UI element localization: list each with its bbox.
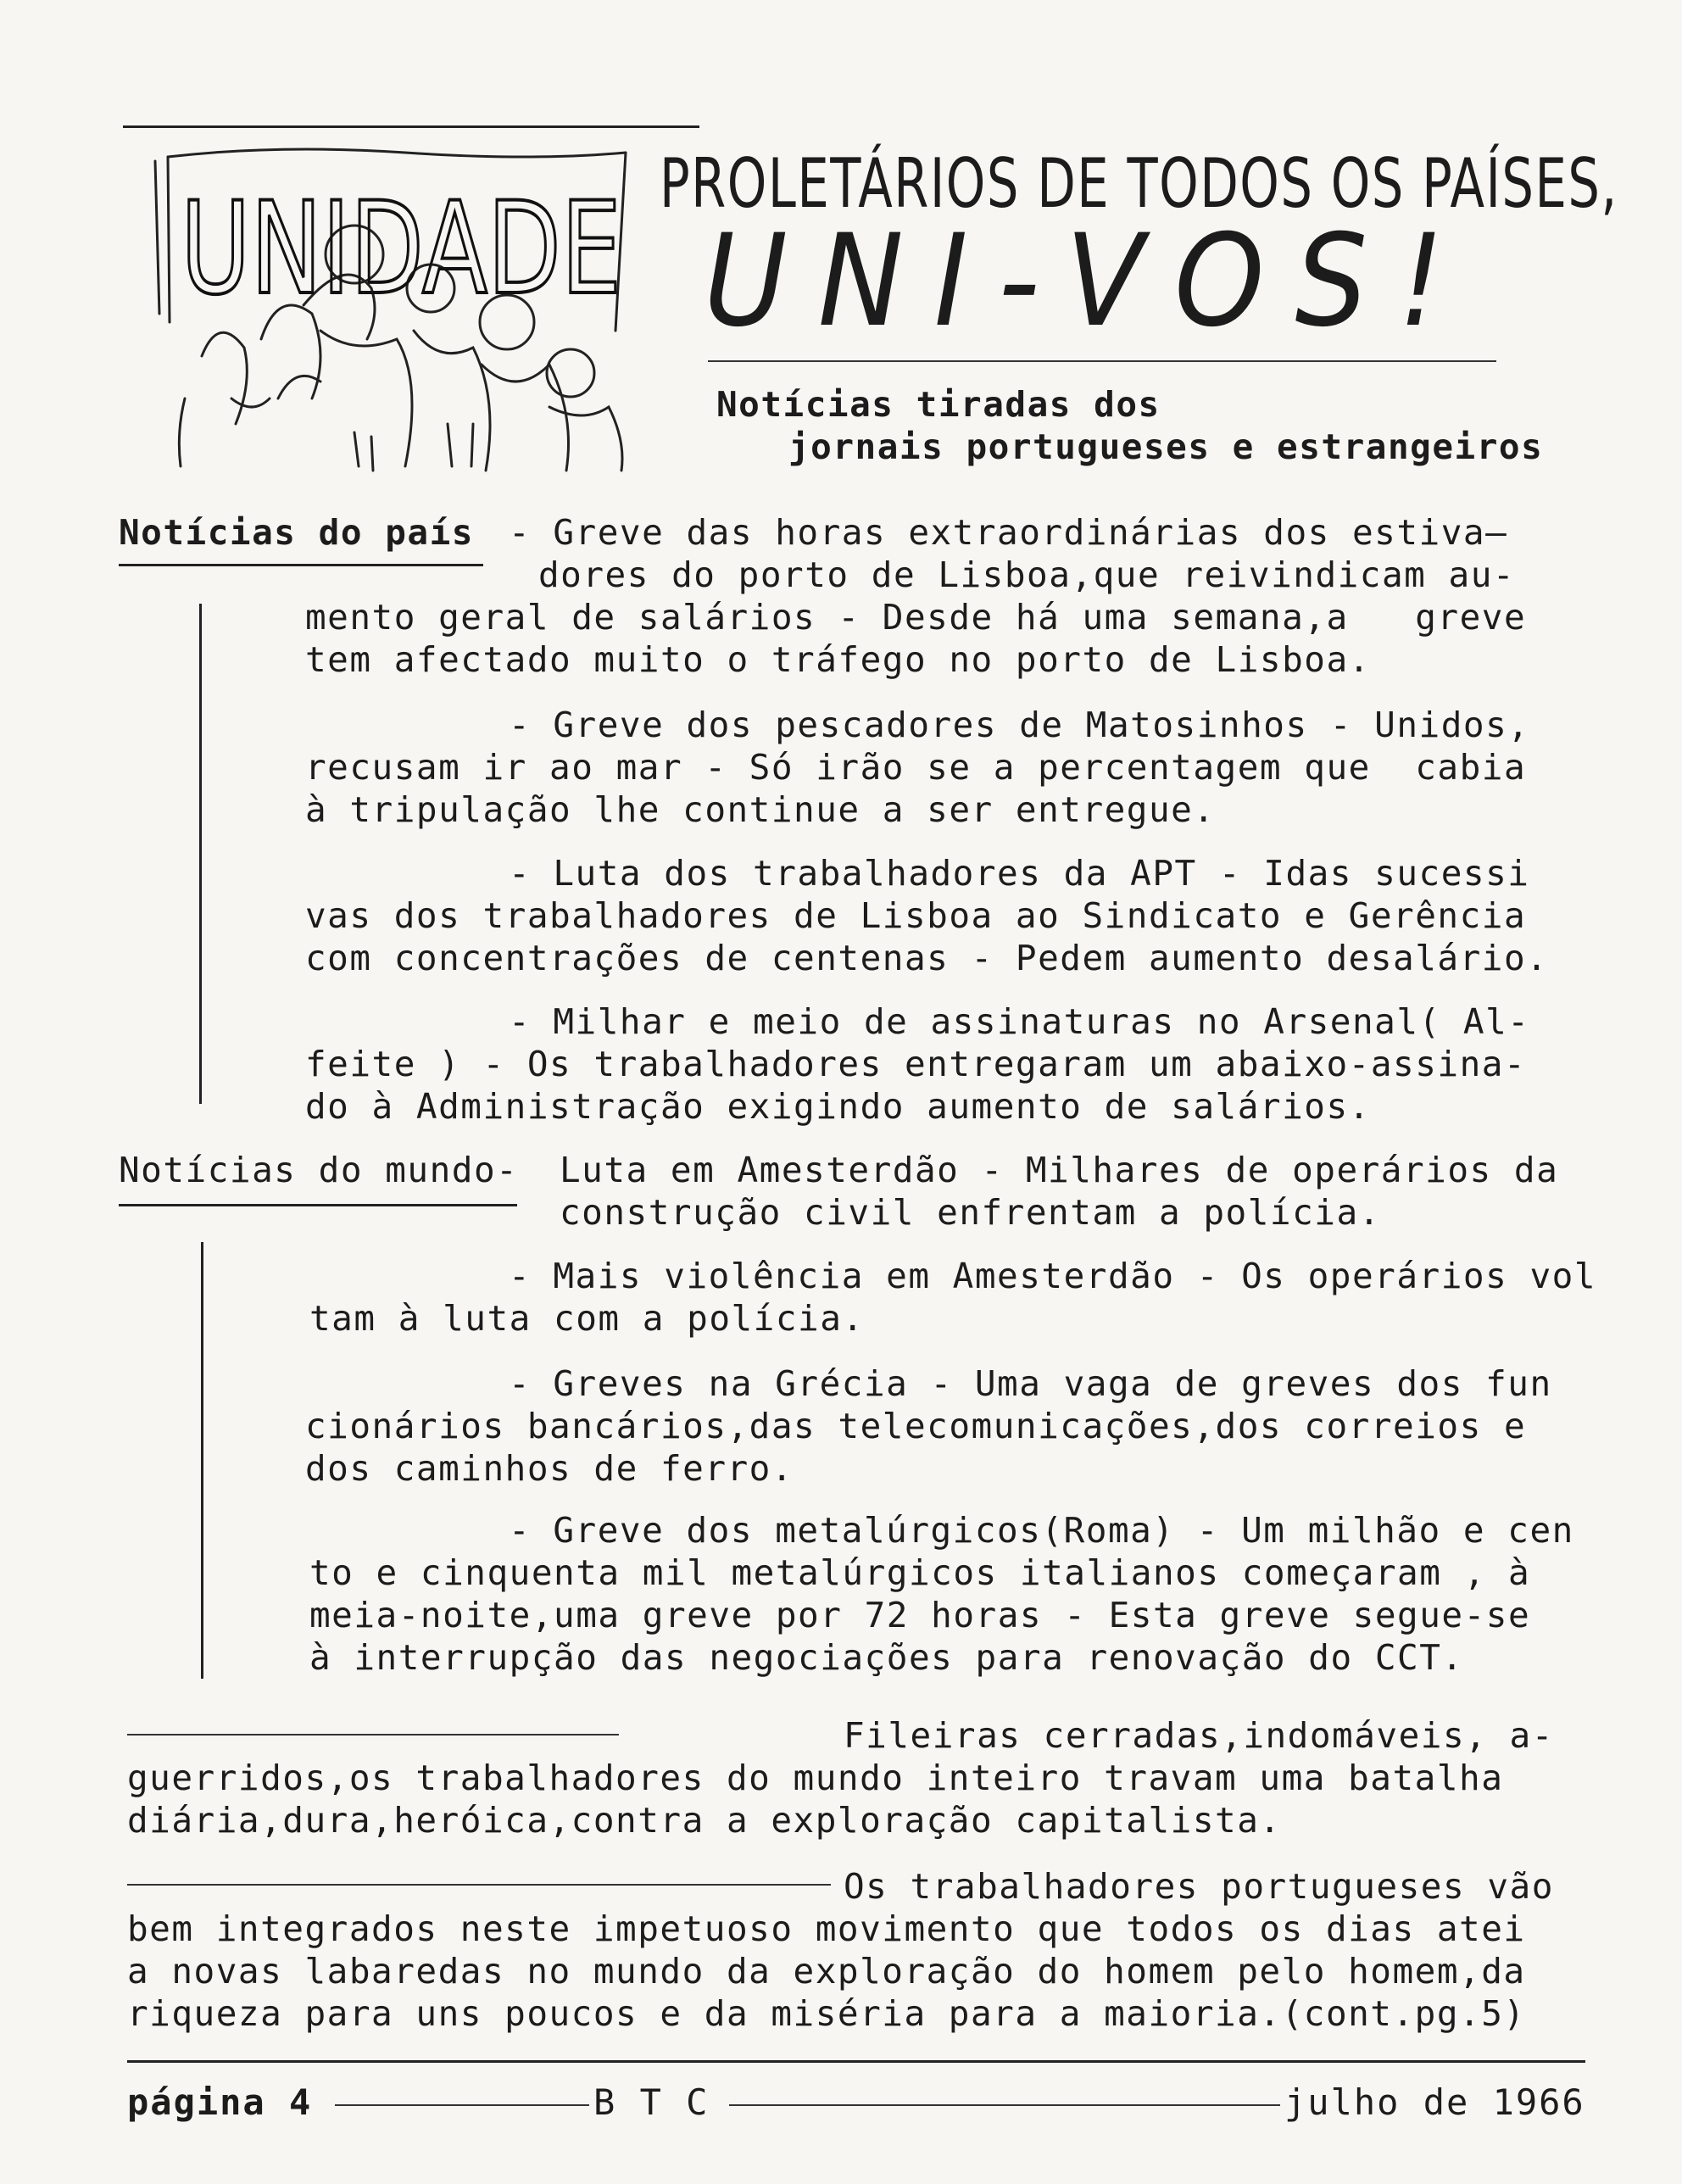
masthead-bottom-rule [708, 360, 1496, 362]
pais-line: feite ) - Os trabalhadores entregaram um abaixo-assina- [305, 1044, 1527, 1084]
closing-line: bem integrados neste impetuoso movimento que todos os dias atei [127, 1908, 1526, 1949]
pais-line: tem afectado muito o tráfego no porto de Lisboa. [305, 639, 1371, 680]
section-bar-pais [199, 604, 202, 1104]
section-heading-pais: Notícias do país [119, 512, 474, 553]
section-heading-mundo: Notícias do mundo- [119, 1150, 519, 1190]
pais-line: - Luta dos trabalhadores da APT - Idas sucessi [509, 853, 1530, 894]
closing-line: Os trabalhadores portugueses vão [844, 1866, 1554, 1907]
subtitle-line-2: jornais portugueses e estrangeiros [788, 426, 1544, 467]
pais-line: à tripulação lhe continue a ser entregue. [305, 789, 1216, 830]
closing-rule-1 [127, 1734, 619, 1736]
pais-line: - Milhar e meio de assinaturas no Arsenal( Al- [509, 1001, 1530, 1042]
closing-rule-2 [127, 1884, 831, 1886]
pais-line: mento geral de salários - Desde há uma semana,a greve [305, 597, 1527, 638]
unidade-logo [151, 144, 643, 479]
pais-line: recusam ir ao mar - Só irão se a percentagem que cabia [305, 747, 1527, 788]
footer-date: julho de 1966 [1284, 2081, 1585, 2123]
pais-line: do à Administração exigindo aumento de salários. [305, 1086, 1371, 1127]
mundo-line: construção civil enfrentam a polícia. [560, 1192, 1381, 1233]
mundo-line: - Greves na Grécia - Uma vaga de greves dos fun [509, 1363, 1552, 1404]
footer-dash-2 [729, 2104, 1280, 2106]
section-underline-pais [119, 564, 483, 566]
mundo-line: meia-noite,uma greve por 72 horas - Esta greve segue-se [309, 1595, 1531, 1635]
mundo-line: dos caminhos de ferro. [305, 1448, 794, 1489]
closing-line: riqueza para uns poucos e da miséria para a maioria.(cont.pg.5) [127, 1993, 1526, 2034]
mundo-line: cionários bancários,das telecomunicações,dos correios e [305, 1406, 1527, 1446]
section-underline-mundo [119, 1204, 517, 1206]
slogan-line-1: PROLETÁRIOS DE TODOS OS PAÍSES, [660, 144, 1618, 223]
pais-line: com concentrações de centenas - Pedem aumento desalário. [305, 938, 1549, 978]
subtitle-line-1: Notícias tiradas dos [716, 384, 1161, 425]
footer-dash-1 [335, 2104, 589, 2106]
slogan-line-2: UNI-VOS! [704, 208, 1475, 355]
mundo-line: Luta em Amesterdão - Milhares de operários da [560, 1150, 1559, 1190]
logo-text: UNIDADE [181, 176, 621, 323]
pais-line: - Greve das horas extraordinárias dos estiva— [509, 512, 1508, 553]
closing-line: Fileiras cerradas,indomáveis, a- [844, 1715, 1554, 1756]
pais-line: vas dos trabalhadores de Lisboa ao Sindicato e Gerência [305, 895, 1527, 936]
masthead-top-rule [123, 125, 699, 128]
pais-line: dores do porto de Lisboa,que reivindicam au- [538, 554, 1516, 595]
pais-line: - Greve dos pescadores de Matosinhos - Unidos, [509, 705, 1530, 745]
mundo-line: à interrupção das negociações para renovação do CCT. [309, 1637, 1464, 1678]
closing-line: diária,dura,heróica,contra a exploração capitalista. [127, 1800, 1282, 1841]
mundo-line: - Mais violência em Amesterdão - Os operários vol [509, 1256, 1597, 1296]
footer-page-number: página 4 [127, 2081, 313, 2123]
closing-line: a novas labaredas no mundo da exploração do homem pelo homem,da [127, 1951, 1526, 1992]
mundo-line: tam à luta com a polícia. [309, 1298, 865, 1339]
mundo-line: - Greve dos metalúrgicos(Roma) - Um milhão e cen [509, 1510, 1574, 1551]
mundo-line: to e cinquenta mil metalúrgicos italianos começaram , à [309, 1552, 1531, 1593]
section-bar-mundo [201, 1242, 203, 1679]
closing-line: guerridos,os trabalhadores do mundo inteiro travam uma batalha [127, 1758, 1504, 1798]
footer-top-rule [127, 2060, 1585, 2063]
footer-publication: B T C [593, 2081, 710, 2123]
